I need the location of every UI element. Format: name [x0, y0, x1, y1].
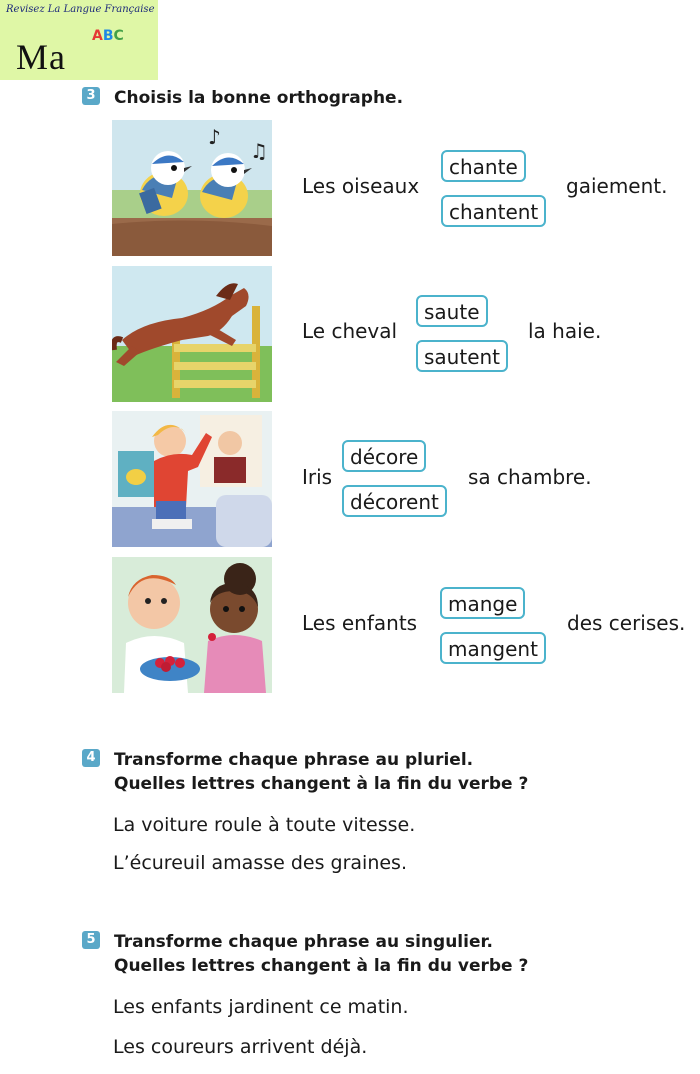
site-logo [0, 0, 158, 80]
sentence-line: La voiture roule à toute vitesse. [113, 814, 416, 836]
girl-decorating-illustration [112, 411, 272, 547]
sentence-start: Iris [302, 465, 333, 489]
svg-text:♫: ♫ [250, 139, 268, 163]
sentence-end: des cerises. [567, 611, 686, 635]
logo-abc: ABC [92, 28, 124, 44]
option-singular[interactable]: décore [342, 440, 426, 472]
sentence-start: Les enfants [302, 611, 418, 635]
sentence-line: Les coureurs arrivent déjà. [113, 1036, 368, 1058]
exercise-instruction: Choisis la bonne orthographe. [114, 88, 404, 108]
option-plural[interactable]: sautent [416, 340, 508, 372]
exercise-question: Quelles lettres changent à la fin du verbe ? [114, 956, 529, 976]
sentence-line: Les enfants jardinent ce matin. [113, 996, 409, 1018]
logo-letters: Ma [16, 37, 66, 77]
option-plural[interactable]: chantent [441, 195, 546, 227]
exercise-instruction: Transforme chaque phrase au singulier. [114, 932, 493, 952]
exercise-question: Quelles lettres changent à la fin du verbe ? [114, 774, 529, 794]
option-singular[interactable]: chante [441, 150, 526, 182]
sentence-end: gaiement. [566, 174, 668, 198]
sentence-line: L’écureuil amasse des graines. [113, 852, 407, 874]
option-singular[interactable]: mange [440, 587, 525, 619]
exercise-instruction: Transforme chaque phrase au pluriel. [114, 750, 474, 770]
option-plural[interactable]: mangent [440, 632, 546, 664]
logo-tagline: Revisez La Langue Française [6, 4, 155, 15]
sentence-start: Le cheval [302, 319, 398, 343]
horse-illustration [112, 266, 272, 402]
children-cherries-illustration [112, 557, 272, 693]
sentence-start: Les oiseaux [302, 174, 420, 198]
exercise-number: 5 [82, 931, 100, 949]
exercise-3-header [82, 86, 403, 110]
exercise-5-header [82, 930, 528, 978]
sentence-end: sa chambre. [468, 465, 592, 489]
birds-illustration [112, 120, 272, 256]
exercise-4-header [82, 748, 528, 796]
option-plural[interactable]: décorent [342, 485, 447, 517]
sentence-end: la haie. [528, 319, 602, 343]
option-singular[interactable]: saute [416, 295, 488, 327]
exercise-number: 4 [82, 749, 100, 767]
exercise-number: 3 [82, 87, 100, 105]
svg-text:♪: ♪ [208, 125, 221, 149]
